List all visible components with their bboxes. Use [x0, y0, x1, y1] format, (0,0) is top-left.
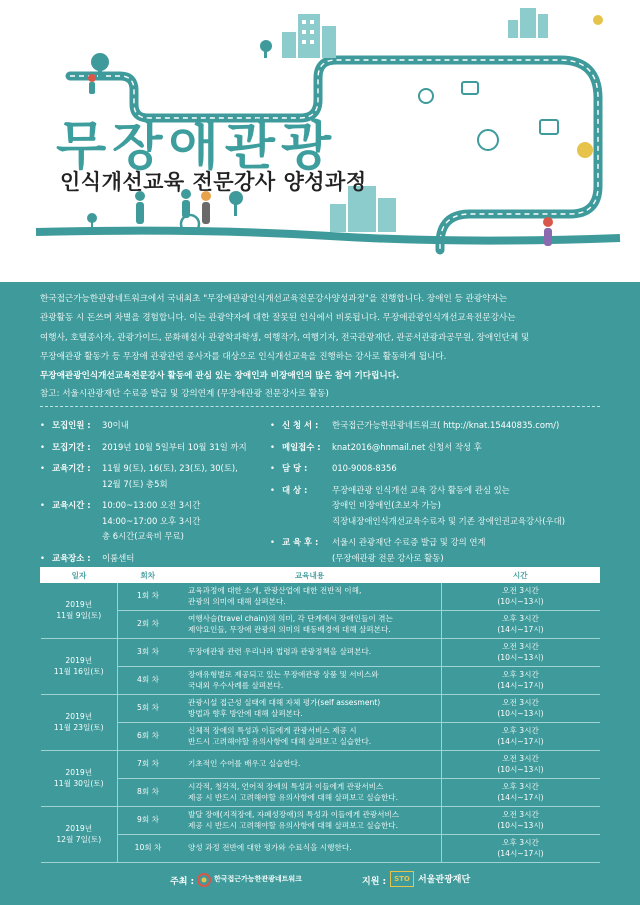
- info-label: 담 당 :: [282, 463, 308, 473]
- time-cell: 오전 3시간 (10시~13시): [441, 807, 600, 835]
- host-logo: [196, 870, 320, 890]
- table-row: [41, 807, 600, 835]
- date-cell: 2019년 11월 16일(토): [41, 639, 118, 695]
- schedule-body: [41, 583, 600, 863]
- info-label: 교육장소 :: [52, 552, 91, 563]
- session-cell: 4회 차: [118, 667, 179, 695]
- support-label: 지원 :: [362, 877, 387, 887]
- table-header-row: [41, 568, 600, 583]
- session-cell: 9회 차: [118, 807, 179, 835]
- hero-banner: [0, 0, 640, 282]
- table-header: 회차: [118, 568, 179, 583]
- content-cell: 기초적인 수어를 배우고 실습한다.: [178, 751, 441, 779]
- info-label: 교육시간 :: [52, 500, 91, 510]
- date-cell: 2019년 12월 7일(토): [41, 807, 118, 863]
- info-row-hours: • 교육시간 : 10:00~13:00 오전 3시간: [40, 498, 310, 514]
- info-value: 2019년 10월 5일부터 10월 31일 까지: [102, 441, 247, 452]
- divider: [40, 406, 600, 407]
- info-value: 총 6시간(교육비 무료): [102, 531, 184, 541]
- info-row-after: • 교 육 후 : 서울시 관광재단 수료증 발급 및 강의 연계: [270, 535, 600, 551]
- session-cell: 6회 차: [118, 723, 179, 751]
- time-cell: 오후 3시간 (14시~17시): [441, 611, 600, 639]
- info-value: 14:00~17:00 오후 3시간: [102, 515, 201, 526]
- support-logo-text: 서울관광재단: [418, 875, 471, 885]
- intro-line: 여행사, 호텔종사자, 관광가이드, 문화해설사 관광학과학생, 여행작가, 여행기자, 전국관광재단, 관공서관광과공무원, 장애인단체 및: [40, 332, 530, 343]
- schedule-table: [40, 567, 600, 863]
- time-cell: 오전 3시간 (10시~13시): [441, 751, 600, 779]
- content-cell: 여행사슬(travel chain)의 의미, 각 단계에서 장애인들이 겪는 제약요인들, 무장애 관광의 의미의 태동배경에 대해 살펴본다.: [178, 611, 441, 639]
- info-value: (무장애관광 전문 강사로 활동): [332, 552, 444, 563]
- intro-text: [40, 290, 610, 386]
- content-cell: 시각적, 청각적, 언어적 장애의 특성과 이들에게 관광서비스 제공 시 반드시 고려해야할 유의사항에 대해 살펴보고 실습한다.: [178, 779, 441, 807]
- content-cell: 무장애관광 관련 우리나라 법령과 관광정책을 살펴본다.: [178, 639, 441, 667]
- page-title: 무장애관광: [56, 117, 338, 177]
- session-cell: 10회 차: [118, 835, 179, 863]
- info-row-venue: • 교육장소 : 이룸센터: [40, 551, 310, 567]
- time-cell: 오후 3시간 (14시~17시): [441, 667, 600, 695]
- footer: [0, 866, 640, 905]
- info-label: 교육기간 :: [52, 463, 91, 473]
- content-cell: 신체적 장애의 특성과 이들에게 관광서비스 제공 시 반드시 고려해야할 유의사항에 대해 살펴보고 실습한다.: [178, 723, 441, 751]
- table-row: [41, 667, 600, 695]
- table-row: [41, 723, 600, 751]
- table-row: [41, 583, 600, 611]
- info-row-period: • 모집기간 : 2019년 10월 5일부터 10월 31일 까지: [40, 440, 310, 456]
- info-row-recruits: • 모집인원 : 30이내: [40, 418, 310, 434]
- session-cell: 1회 차: [118, 583, 179, 611]
- date-cell: 2019년 11월 9일(토): [41, 583, 118, 639]
- page-subtitle: 인식개선교육 전문강사 양성과정: [60, 170, 367, 194]
- table-row: [41, 695, 600, 723]
- table-row: [41, 611, 600, 639]
- time-cell: 오후 3시간 (14시~17시): [441, 835, 600, 863]
- time-cell: 오전 3시간 (10시~13시): [441, 695, 600, 723]
- info-value[interactable]: knat2016@hnmail.net 신청서 작성 후: [332, 441, 482, 452]
- info-value: 30이내: [102, 420, 129, 430]
- info-value: 무장애관광 인식개선 교육 강사 활동에 관심 있는: [332, 484, 510, 495]
- table-header: 일자: [41, 568, 118, 583]
- content-cell: 관광시설 접근성 실태에 대해 자체 평가(self assesment) 방법과 향후 방안에 대해 살펴본다.: [178, 695, 441, 723]
- table-header: 시간: [441, 568, 600, 583]
- info-value: 10:00~13:00 오전 3시간: [102, 500, 201, 510]
- info-label: 대 상 :: [282, 484, 308, 495]
- info-row-target: • 대 상 : 무장애관광 인식개선 교육 강사 활동에 관심 있는: [270, 483, 600, 499]
- info-label: 모집인원 :: [52, 420, 91, 430]
- support-logo-mark: STO: [390, 871, 414, 887]
- info-label: 교 육 후 :: [282, 537, 319, 547]
- content-cell: 교육과정에 대한 소개, 관광산업에 대한 전반적 이해, 관광의 의미에 대해 살펴본다.: [178, 583, 441, 611]
- info-value[interactable]: 한국접근가능한관광네트워크( http://knat.15440835.com/): [332, 420, 560, 430]
- time-cell: 오전 3시간 (10시~13시): [441, 583, 600, 611]
- session-cell: 3회 차: [118, 639, 179, 667]
- host-logo-text: 한국접근가능한관광네트워크: [214, 875, 302, 883]
- info-value: 11월 9(토), 16(토), 23(토), 30(토),: [102, 463, 238, 473]
- info-row-application: • 신 청 서 : 한국접근가능한관광네트워크( http://knat.15440835.com/): [270, 418, 600, 434]
- content-cell: 장애유형별로 제공되고 있는 무장애관광 상품 및 서비스와 국내외 우수사례를 살펴본다.: [178, 667, 441, 695]
- time-cell: 오전 3시간 (10시~13시): [441, 639, 600, 667]
- date-cell: 2019년 11월 30일(토): [41, 751, 118, 807]
- support-logo: [390, 868, 480, 890]
- table-row: [41, 779, 600, 807]
- info-row-contact: • 담 당 : 010-9008-8356: [270, 461, 600, 477]
- session-cell: 2회 차: [118, 611, 179, 639]
- info-row-dates: • 교육기간 : 11월 9(토), 16(토), 23(토), 30(토),: [40, 461, 310, 477]
- reference-note: 참고: 서울시관광재단 수료증 발급 및 강의연계 (무장애관광 전문강사로 활동): [40, 389, 329, 399]
- info-value: 12월 7(토) 총5회: [102, 478, 168, 489]
- date-cell: 2019년 11월 23일(토): [41, 695, 118, 751]
- session-cell: 7회 차: [118, 751, 179, 779]
- time-cell: 오후 3시간 (14시~17시): [441, 723, 600, 751]
- intro-line: 관광활동 시 돈쓰며 차별을 경험합니다. 이는 관광약자에 대한 잘못된 인식에서 비롯됩니다. 무장애관광인식개선교육전문강사는: [40, 313, 516, 324]
- intro-line: 한국접근가능한관광네트워크에서 국내최초 "무장애관광인식개선교육전문강사양성과정"을 진행합니다. 장애인 등 관광약자는: [40, 294, 508, 304]
- table-row: [41, 639, 600, 667]
- content-cell: 양성 과정 전반에 대한 평가와 수료식을 시행한다.: [178, 835, 441, 863]
- info-label: 메일접수 :: [282, 441, 321, 452]
- table-row: [41, 835, 600, 863]
- intro-line: 무장애관광 활동가 등 무장애 관광관련 종사자를 대상으로 인식개선교육을 진행하는 강사로 활동하게 됩니다.: [40, 351, 447, 362]
- table-row: [41, 751, 600, 779]
- session-cell: 5회 차: [118, 695, 179, 723]
- session-cell: 8회 차: [118, 779, 179, 807]
- info-value: 장애인 비장애인(초보자 가능): [332, 500, 441, 510]
- host-label: 주최 :: [170, 877, 195, 887]
- info-label: 신 청 서 :: [282, 420, 319, 430]
- info-value: 직장내장애인식개선교육수료자 및 기존 장애인권교육강사(우대): [332, 515, 565, 526]
- info-value: 이룸센터: [102, 552, 135, 563]
- info-value: 010-9008-8356: [332, 463, 397, 473]
- content-cell: 발달 장애(지적장애, 자폐성장애)의 특성과 이들에게 관광서비스 제공 시 반드시 고려해야할 유의사항에 대해 살펴보고 실습한다.: [178, 807, 441, 835]
- info-row-email: • 메일접수 : knat2016@hnmail.net 신청서 작성 후: [270, 440, 600, 456]
- time-cell: 오후 3시간 (14시~17시): [441, 779, 600, 807]
- info-value: 서울시 관광재단 수료증 발급 및 강의 연계: [332, 537, 486, 547]
- intro-highlight: 무장애관광인식개선교육전문강사 활동에 관심 있는 장애인과 비장애인의 많은 참여 기다립니다.: [40, 371, 400, 382]
- table-header: 교육내용: [178, 568, 441, 583]
- info-right: [270, 418, 600, 566]
- info-label: 모집기간 :: [52, 441, 91, 452]
